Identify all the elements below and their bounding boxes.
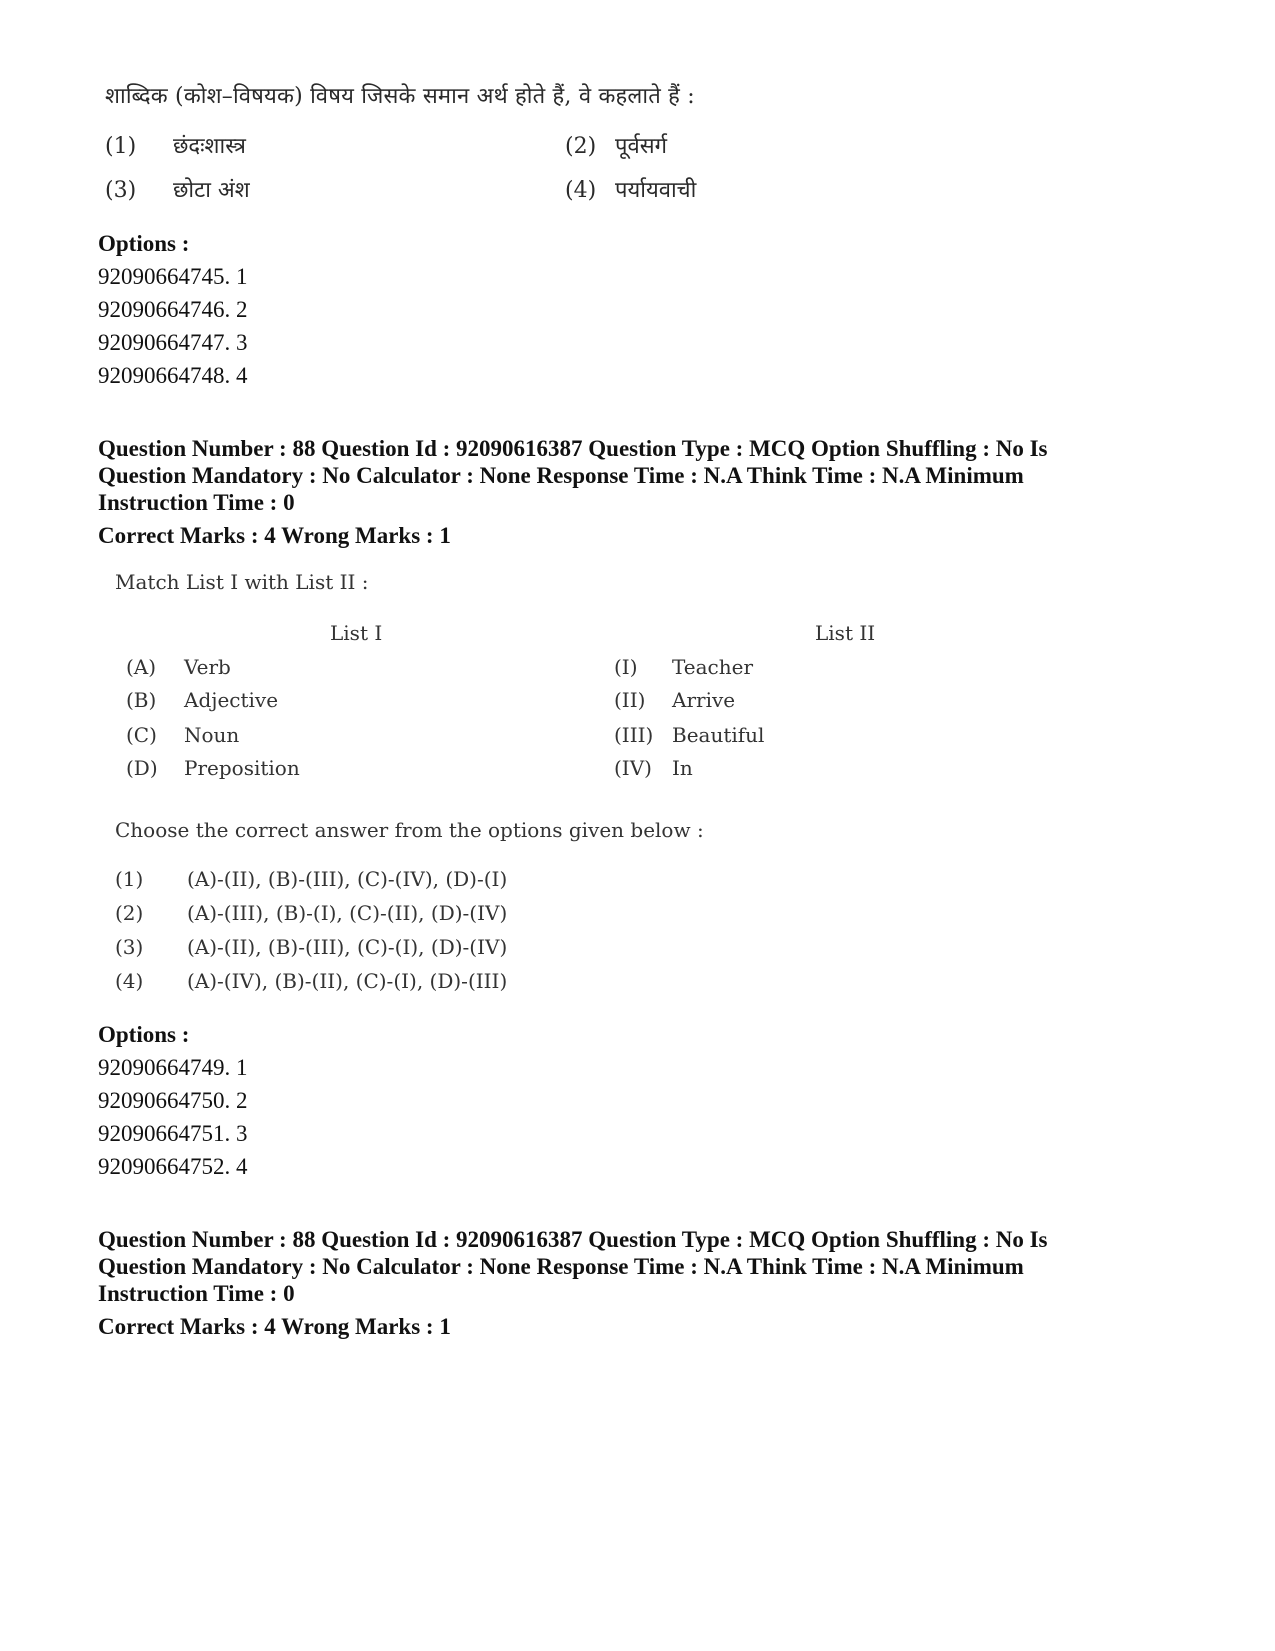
answer-choice-2 <box>115 901 507 925</box>
answer-choice-label: (2) <box>115 901 144 925</box>
hindi-choice-2 <box>565 130 667 160</box>
hindi-choice-text: पूर्वसर्ग <box>615 134 667 159</box>
list-item-label: (IV) <box>614 756 652 780</box>
option-id-line: 92090664747. 3 <box>98 330 248 355</box>
list-item-label: (D) <box>126 756 158 780</box>
hindi-choice-number: (2) <box>565 134 597 159</box>
options-heading: Options : <box>98 1022 190 1047</box>
question-meta-line: Question Number : 88 Question Id : 92090616387 Question Type : MCQ Option Shuffling : No Is <box>98 1227 1048 1252</box>
choose-prompt: Choose the correct answer from the options given below : <box>115 818 704 842</box>
list-item-label: (A) <box>126 655 157 679</box>
list-2-item <box>614 655 753 679</box>
answer-choice-label: (4) <box>115 969 144 993</box>
answer-choice-text: (A)-(IV), (B)-(II), (C)-(I), (D)-(III) <box>187 969 508 993</box>
list-item-label: (B) <box>126 688 157 712</box>
question-marks: Correct Marks : 4 Wrong Marks : 1 <box>98 523 451 548</box>
list-item-text: Adjective <box>184 688 279 712</box>
hindi-choice-number: (3) <box>105 178 137 203</box>
option-id-line: 92090664751. 3 <box>98 1121 248 1146</box>
option-id-line: 92090664748. 4 <box>98 363 248 388</box>
hindi-choice-text: छंदःशास्त्र <box>173 134 246 159</box>
list-item-text: Noun <box>184 723 240 747</box>
answer-choice-text: (A)-(II), (B)-(III), (C)-(IV), (D)-(I) <box>187 867 508 891</box>
option-id-line: 92090664745. 1 <box>98 264 248 289</box>
list-item-label: (C) <box>126 723 157 747</box>
list-1-item <box>126 655 231 679</box>
hindi-choice-3 <box>105 174 250 204</box>
list-item-text: Arrive <box>672 688 736 712</box>
answer-choice-1 <box>115 867 507 891</box>
question-marks: Correct Marks : 4 Wrong Marks : 1 <box>98 1314 451 1339</box>
hindi-choice-text: पर्यायवाची <box>615 178 697 203</box>
list-item-label: (II) <box>614 688 646 712</box>
hindi-choice-text: छोटा अंश <box>173 178 250 203</box>
list-item-label: (I) <box>614 655 638 679</box>
question-meta-line: Instruction Time : 0 <box>98 1281 295 1306</box>
list-1-item <box>126 688 278 712</box>
answer-choice-text: (A)-(II), (B)-(III), (C)-(I), (D)-(IV) <box>187 935 508 959</box>
answer-choice-label: (3) <box>115 935 144 959</box>
list-2-header: List II <box>815 621 876 645</box>
hindi-choice-number: (4) <box>565 178 597 203</box>
match-prompt: Match List I with List II : <box>115 570 369 594</box>
answer-choice-4 <box>115 969 507 993</box>
answer-choice-3 <box>115 935 507 959</box>
list-item-text: Preposition <box>184 756 300 780</box>
question-meta-line: Question Mandatory : No Calculator : None Response Time : N.A Think Time : N.A Minimum <box>98 463 1024 488</box>
list-1-item <box>126 723 239 747</box>
list-item-text: Verb <box>184 655 231 679</box>
option-id-line: 92090664749. 1 <box>98 1055 248 1080</box>
hindi-choice-4 <box>565 174 696 204</box>
option-id-line: 92090664752. 4 <box>98 1154 248 1179</box>
list-item-text: Beautiful <box>672 723 765 747</box>
list-item-text: Teacher <box>672 655 754 679</box>
list-item-label: (III) <box>614 723 654 747</box>
hindi-choice-number: (1) <box>105 134 137 159</box>
question-meta-line: Instruction Time : 0 <box>98 490 295 515</box>
answer-choice-label: (1) <box>115 867 144 891</box>
option-id-line: 92090664746. 2 <box>98 297 248 322</box>
answer-choice-text: (A)-(III), (B)-(I), (C)-(II), (D)-(IV) <box>187 901 508 925</box>
list-2-item <box>614 756 693 780</box>
hindi-choice-1 <box>105 130 246 160</box>
list-2-item <box>614 688 735 712</box>
question-meta-line: Question Number : 88 Question Id : 92090616387 Question Type : MCQ Option Shuffling : No Is <box>98 436 1048 461</box>
hindi-question-text: शाब्दिक (कोश–विषयक) विषय जिसके समान अर्थ होते हैं, वे कहलाते हैं : <box>105 84 695 109</box>
list-2-item <box>614 723 764 747</box>
list-1-item <box>126 756 300 780</box>
list-1-header: List I <box>330 621 383 645</box>
question-meta-line: Question Mandatory : No Calculator : None Response Time : N.A Think Time : N.A Minimum <box>98 1254 1024 1279</box>
options-heading: Options : <box>98 231 190 256</box>
list-item-text: In <box>672 756 693 780</box>
option-id-line: 92090664750. 2 <box>98 1088 248 1113</box>
